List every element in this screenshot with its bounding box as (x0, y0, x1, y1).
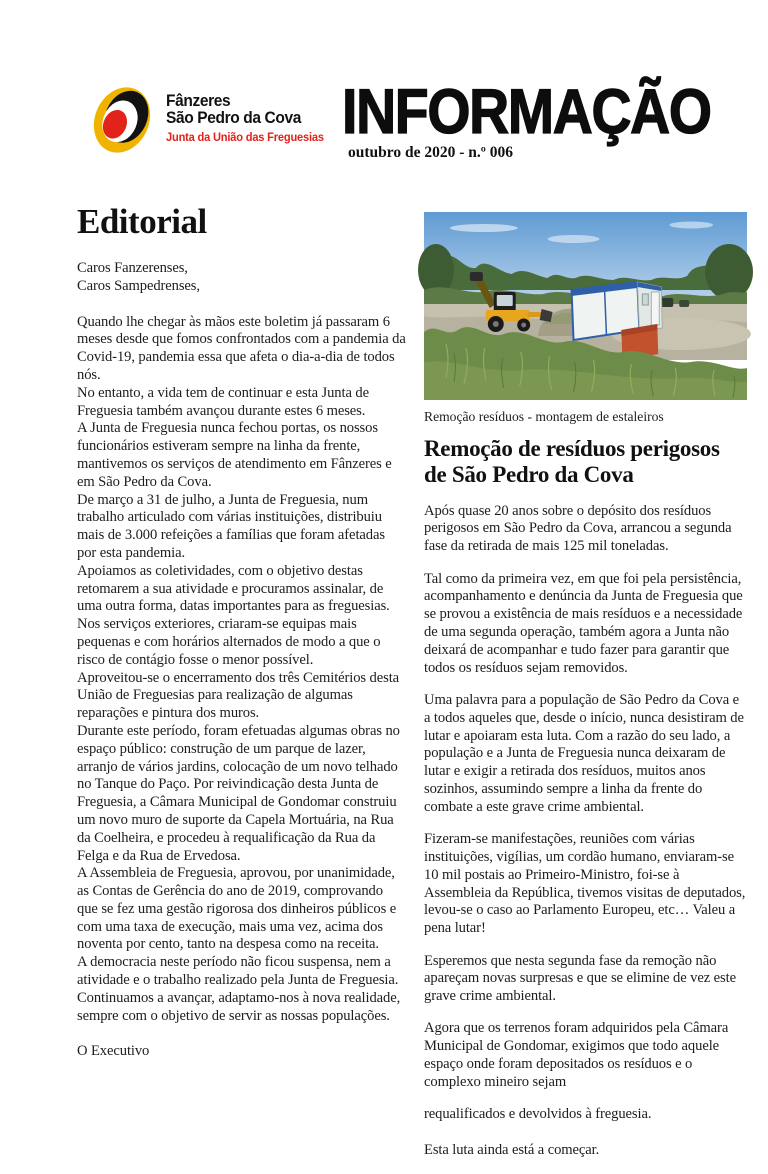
editorial-body (77, 314, 407, 1026)
article-paragraph: Uma palavra para a população de São Pedro da Cova e a todos aqueles que, desde o início, nunca desistiram de lutar e apoiaram esta luta. Com a razão do seu lado, a população e a Junta de Freguesia nunca deixaram de lutar e exigir a retirada dos resíduos, muitos anos sozinhos, assumindo sempre a linha da frente do combate a este grave crime ambiental. (424, 691, 744, 815)
organization-name-block (166, 93, 334, 144)
editorial-paragraph: A Assembleia de Freguesia, aprovou, por unanimidade, as Contas de Gerência do ano de 2019, comprovando que se fez uma gestão rigorosa dos dinheiros públicos e com uma taxa de execução, mais uma vez, acima dos noventa por cento, tanto na despesa como na receita. (77, 865, 397, 953)
article-paragraph: Agora que os terrenos foram adquiridos pela Câmara Municipal de Gondomar, exigimos que todo aquele espaço onde foram depositados os resíduos e o complexo mineiro sejam (424, 1020, 729, 1090)
editorial-paragraph: No entanto, a vida tem de continuar e esta Junta de Freguesia também avançou durante estes 6 meses. (77, 384, 369, 419)
editorial-paragraph: A democracia neste período não ficou suspensa, nem a atividade e o trabalho realizado pela Junta de Freguesia. Continuamos a avançar, adaptamo-nos à nova realidade, sempre com o objetivo de servir as nossas populações. (77, 954, 401, 1024)
editorial-heading: Editorial (77, 202, 207, 241)
article-paragraph: Esperemos que nesta segunda fase da remoção não apareçam novas surpresas e que se elimine de vez este grave crime ambiental. (424, 952, 736, 1005)
editorial-paragraph: Aproveitou-se o encerramento dos três Cemitérios desta União de Freguesias para realização de algumas reparações e pintura dos muros. (77, 669, 400, 722)
org-name-line2: São Pedro da Cova (166, 109, 301, 127)
editorial-signature: O Executivo (77, 1043, 150, 1060)
editorial-salutation (77, 260, 407, 296)
editorial-paragraph: De março a 31 de julho, a Junta de Freguesia, num trabalho articulado com várias instituições, distribuiu mais de 3.000 refeições a famílias que foram afetadas por esta pandemia. (77, 491, 385, 561)
masthead-title-block (342, 77, 761, 162)
salutation-line: Caros Fanzerenses, (77, 260, 188, 276)
editorial-paragraph: Nos serviços exteriores, criaram-se equipas mais pequenas e com horários alternados de modo a que o risco de contágio fosse o menor possível. (77, 616, 381, 668)
issue-date-number: outubro de 2020 - n.º 006 (348, 144, 514, 161)
article-closing: Esta luta ainda está a começar. (424, 1142, 600, 1159)
photo-caption: Remoção resíduos - montagem de estaleiros (424, 409, 664, 424)
org-name-line1: Fânzeres (166, 92, 231, 110)
article-paragraph: Após quase 20 anos sobre o depósito dos resíduos perigosos em São Pedro da Cova, arrancou a segunda fase da retirada de mais 125 mil toneladas. (424, 502, 732, 555)
article-heading: Remoção de resíduos perigosos de São Pedro da Cova (424, 436, 720, 487)
editorial-paragraph: Quando lhe chegar às mãos este boletim já passaram 6 meses desde que fomos confrontados com a pandemia da Covid-19, pandemia essa que afeta o dia-a-dia de todos nós. (77, 313, 406, 383)
junta-freguesia-logo (88, 85, 156, 155)
newsletter-title: INFORMAÇÃO (342, 77, 711, 147)
article-photo (424, 212, 747, 400)
editorial-paragraph: A Junta de Freguesia nunca fechou portas, os nossos funcionários estiveram sempre na linha da frente, mantivemos os serviços de atendimento em Fânzeres e em São Pedro da Cova. (77, 420, 392, 490)
article-paragraph: Tal como da primeira vez, em que foi pela persistência, acompanhamento e denúncia da Junta de Freguesia que se provou a existência de mais resíduos e a necessidade de uma segunda operação, também agora a Junta não deixará de acompanhar e tudo fazer para garantir que todos os resíduos sejam removidos. (424, 570, 743, 676)
article-column (424, 212, 747, 1174)
editorial-paragraph: Apoiamos as coletividades, com o objetivo destas retomarem a sua atividade e procuramos assinalar, de uma outra forma, datas importantes para as freguesias. (77, 562, 390, 615)
editorial-paragraph: Durante este período, foram efetuadas algumas obras no espaço público: construção de um parque de lazer, arranjo de vários jardins, colocação de um novo telhado no Tanque do Paço. Por reivindicação desta Junta de Freguesia, a Câmara Municipal de Gondomar construiu um novo muro de suporte da Capela Mortuária, na Rua da Coelheira, e procedeu à requalificação da Rua da Felga e da Rua de Ervedosa. (77, 722, 400, 864)
salutation-line: Caros Sampedrenses, (77, 277, 200, 294)
org-subtitle: Junta da União das Freguesias (166, 130, 324, 144)
article-body (424, 503, 747, 1124)
editorial-column (77, 204, 407, 1076)
article-paragraph: requalificados e devolvidos à freguesia. (424, 1106, 652, 1123)
article-paragraph: Fizeram-se manifestações, reuniões com várias instituições, vigílias, um cordão humano, enviaram-se 10 mil postais ao Primeiro-Ministro, foi-se à Assembleia da República, tivemos visitas de deputados, levou-se o caso ao Parlamento Europeu, etc… Valeu a pena lutar! (424, 831, 746, 937)
